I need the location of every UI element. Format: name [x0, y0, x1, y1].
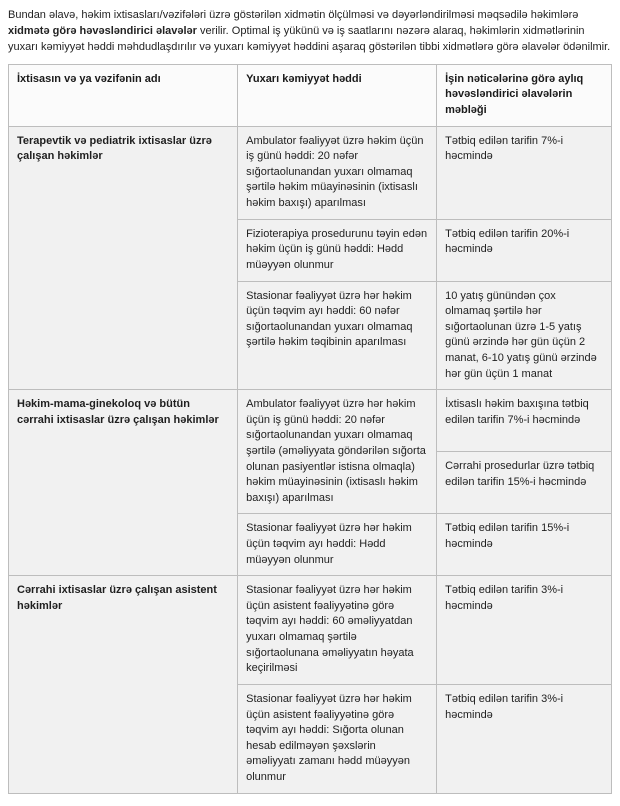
cell-limit-g3r2: Stasionar fəaliyyət üzrə hər həkim üçün asistent fəaliyyətinə görə təqvim ayı həddi: Sığorta olunan hesab edilməyən şəxslərin əməliyyatı zamanı hədd müəyyən olunmur — [238, 684, 437, 793]
intro-bold-phrase: xidmətə görə həvəsləndirici əlavələr — [8, 24, 197, 37]
header-upper-limit: Yuxarı kəmiyyət həddi — [238, 64, 437, 126]
table-row-g3r1 — [9, 576, 612, 685]
cell-limit-g1r3: Stasionar fəaliyyət üzrə hər həkim üçün təqvim ayı həddi: 60 nəfər sığortaolunandan yuxarı olmamaq şərtilə həkim təqibinin aparılması — [238, 281, 437, 390]
cell-specialty-therapeutic-pediatric: Terapevtik və pediatrik ixtisaslar üzrə çalışan həkimlər — [9, 126, 238, 390]
cell-amount-g1r1: Tətbiq edilən tarifin 7%-i həcmində — [437, 126, 612, 219]
intro-paragraph — [8, 8, 612, 56]
table-row-g2r1 — [9, 390, 612, 452]
incentive-table — [8, 64, 612, 794]
cell-amount-g2r1a: İxtisaslı həkim baxışına tətbiq edilən tarifin 7%-i həcmində — [437, 390, 612, 452]
cell-limit-g1r1: Ambulator fəaliyyət üzrə həkim üçün iş günü həddi: 20 nəfər sığortaolunandan yuxarı olmamaq şərtilə həkim müayinəsinin (ixtisaslı həkim baxışı) aparılması — [238, 126, 437, 219]
cell-amount-g2r1b: Cərrahi prosedurlar üzrə tətbiq edilən tarifin 15%-i həcmində — [437, 452, 612, 514]
cell-limit-g2r1: Ambulator fəaliyyət üzrə hər həkim üçün iş günü həddi: 20 nəfər sığortaolunandan yuxarı olmamaq şərtilə (əməliyyata göndərilən sığorta olunan pasiyentlər istisna olmaqla) həkim müayinəsinin (ixtisaslı həkim baxışı) aparılması — [238, 390, 437, 514]
cell-amount-g3r1: Tətbiq edilən tarifin 3%-i həcmində — [437, 576, 612, 685]
cell-limit-g1r2: Fizioterapiya prosedurunu təyin edən həkim üçün iş günü həddi: Hədd müəyyən olunmur — [238, 219, 437, 281]
cell-amount-g2r2: Tətbiq edilən tarifin 15%-i həcmində — [437, 514, 612, 576]
table-header-row — [9, 64, 612, 126]
intro-text-before: Bundan əlavə, həkim ixtisasları/vəzifələri üzrə göstərilən xidmətin ölçülməsi və dəyərləndirilməsi məqsədilə həkimlərə — [8, 9, 579, 21]
header-specialty-name: İxtisasın və ya vəzifənin adı — [9, 64, 238, 126]
cell-limit-g2r2: Stasionar fəaliyyət üzrə hər həkim üçün təqvim ayı həddi: Hədd müəyyən olunmur — [238, 514, 437, 576]
header-monthly-incentive-amount: İşin nəticələrinə görə aylıq həvəsləndirici əlavələrin məbləği — [437, 64, 612, 126]
cell-limit-g3r1: Stasionar fəaliyyət üzrə hər həkim üçün asistent fəaliyyətinə görə təqvim ayı həddi: 60 əməliyyatdan yuxarı olmamaq şərtilə sığortaolunana əməliyyatın həyata keçirilməsi — [238, 576, 437, 685]
cell-amount-g1r2: Tətbiq edilən tarifin 20%-i həcmində — [437, 219, 612, 281]
cell-specialty-surgical-assistants: Cərrahi ixtisaslar üzrə çalışan asistent həkimlər — [9, 576, 238, 793]
intro-text-after: verilir. Optimal iş yükünü və iş saatlarını nəzərə alaraq, həkimlərin xidmətlərinin yuxarı kəmiyyət həddi məhdudlaşdırılır və yuxarı kəmiyyət həddini aşaraq göstərilən tibbi xidmətlərə görə əlavələr ödənilmir. — [8, 24, 611, 53]
cell-amount-g1r3: 10 yatış günündən çox olmamaq şərtilə hər sığortaolunan üzrə 1-5 yatış günü ərzində hər gün üçün 2 manat, 6-10 yatış günü ərzində hər gün üçün 1 manat — [437, 281, 612, 390]
cell-amount-g3r2: Tətbiq edilən tarifin 3%-i həcmində — [437, 684, 612, 793]
cell-specialty-gynecology-surgery: Həkim-mama-ginekoloq və bütün cərrahi ixtisaslar üzrə çalışan həkimlər — [9, 390, 238, 576]
table-row-g1r1 — [9, 126, 612, 219]
